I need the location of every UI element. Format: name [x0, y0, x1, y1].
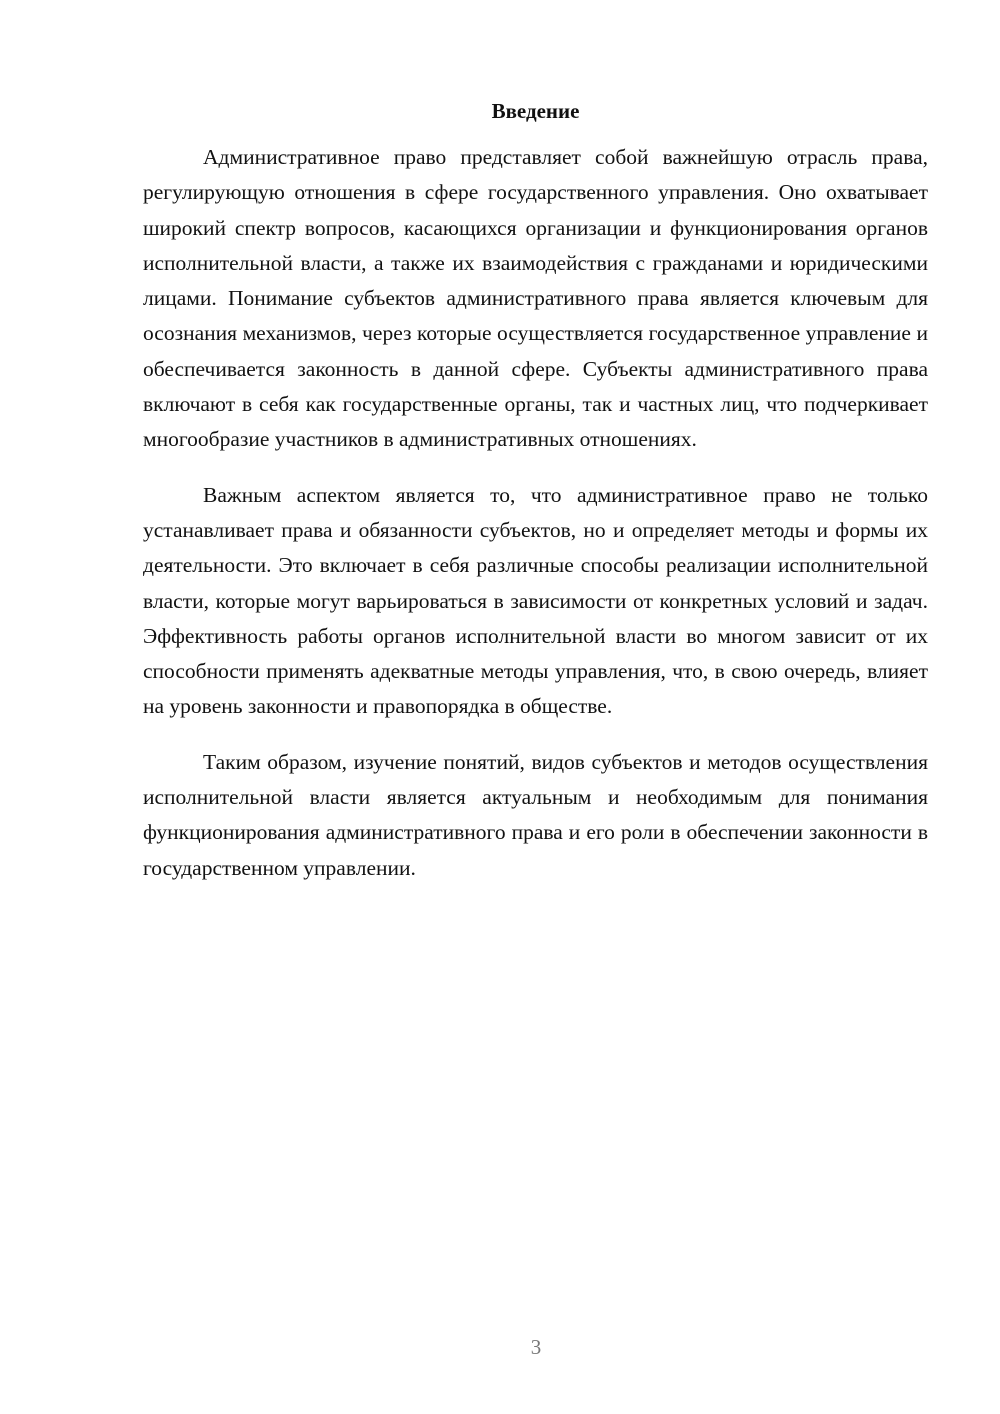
- paragraph-3: Таким образом, изучение понятий, видов субъектов и методов осуществления исполнительной власти является актуальным и необходимым для понимания функционирования административного права и его роли в обеспечении законности в государственном управлении.: [143, 749, 928, 880]
- page-number: 3: [530, 1335, 542, 1359]
- section-title: Введение: [491, 99, 580, 123]
- page-content: [143, 96, 928, 886]
- paragraph-2: Важным аспектом является то, что административное право не только устанавливает права и обязанности субъектов, но и определяет методы и формы их деятельности. Это включает в себя различные способы реализации исполнительной власти, которые могут варьироваться в зависимости от конкретных условий и задач. Эффективность работы органов исполнительной власти во многом зависит от их способности применять адекватные методы управления, что, в свою очередь, влияет на уровень законности и правопорядка в обществе.: [143, 482, 928, 719]
- paragraph-1: Административное право представляет собой важнейшую отрасль права, регулирующую отношения в сфере государственного управления. Оно охватывает широкий спектр вопросов, касающихся организации и функционирования органов исполнительной власти, а также их взаимодействия с гражданами и юридическими лицами. Понимание субъектов административного права является ключевым для осознания механизмов, через которые осуществляется государственное управление и обеспечивается законность в данной сфере. Субъекты административного права включают в себя как государственные органы, так и частных лиц, что подчеркивает многообразие участников в административных отношениях.: [143, 145, 928, 452]
